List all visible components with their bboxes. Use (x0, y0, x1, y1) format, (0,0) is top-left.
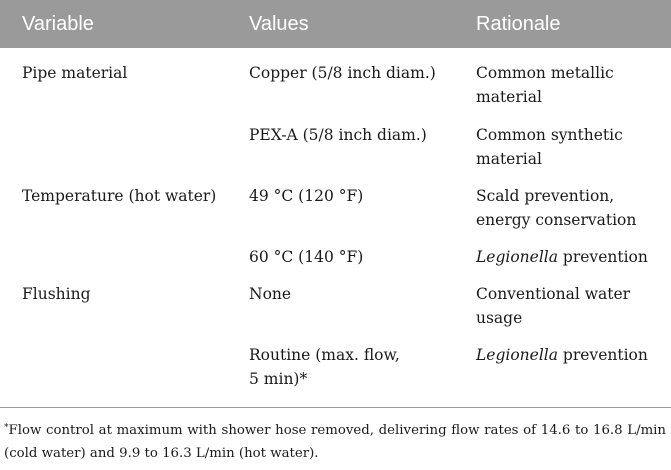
cell-value-line2: 5 min)* (249, 370, 308, 388)
cell-rationale: Scald prevention, energy conservation (476, 187, 637, 229)
footnote-text: Flow control at maximum with shower hose removed, delivering flow rates of 14.6 to 16.8 L/min (cold water) and 9.9 to 16.3 L/min (hot water). (4, 423, 666, 461)
table-footnote (4, 419, 666, 465)
cell-value-line1: Routine (max. flow, (249, 346, 400, 364)
cell-rationale: Common synthetic material (476, 126, 623, 168)
table-bottom-rule (0, 407, 671, 408)
table-header (0, 0, 671, 48)
cell-value: PEX-A (5/8 inch diam.) (249, 126, 427, 144)
footnote-marker: * (4, 423, 9, 433)
cell-rationale: Conventional water usage (476, 285, 631, 327)
cell-variable: Pipe material (22, 64, 128, 82)
header-rationale: Rationale (476, 13, 561, 35)
cell-variable: Flushing (22, 285, 91, 303)
cell-value: Copper (5/8 inch diam.) (249, 64, 436, 82)
cell-value: 60 °C (140 °F) (249, 248, 364, 266)
cell-rationale (476, 343, 666, 367)
rationale-italic: Legionella (476, 346, 558, 364)
rationale-rest: prevention (558, 248, 648, 266)
cell-rationale (476, 245, 666, 269)
cell-value: None (249, 285, 292, 303)
cell-variable: Temperature (hot water) (22, 187, 217, 205)
rationale-italic: Legionella (476, 248, 558, 266)
rationale-rest: prevention (558, 346, 648, 364)
cell-value (249, 343, 459, 391)
header-variable: Variable (22, 13, 94, 35)
header-values: Values (249, 13, 309, 35)
cell-rationale: Common metallic material (476, 64, 614, 106)
cell-value: 49 °C (120 °F) (249, 187, 364, 205)
